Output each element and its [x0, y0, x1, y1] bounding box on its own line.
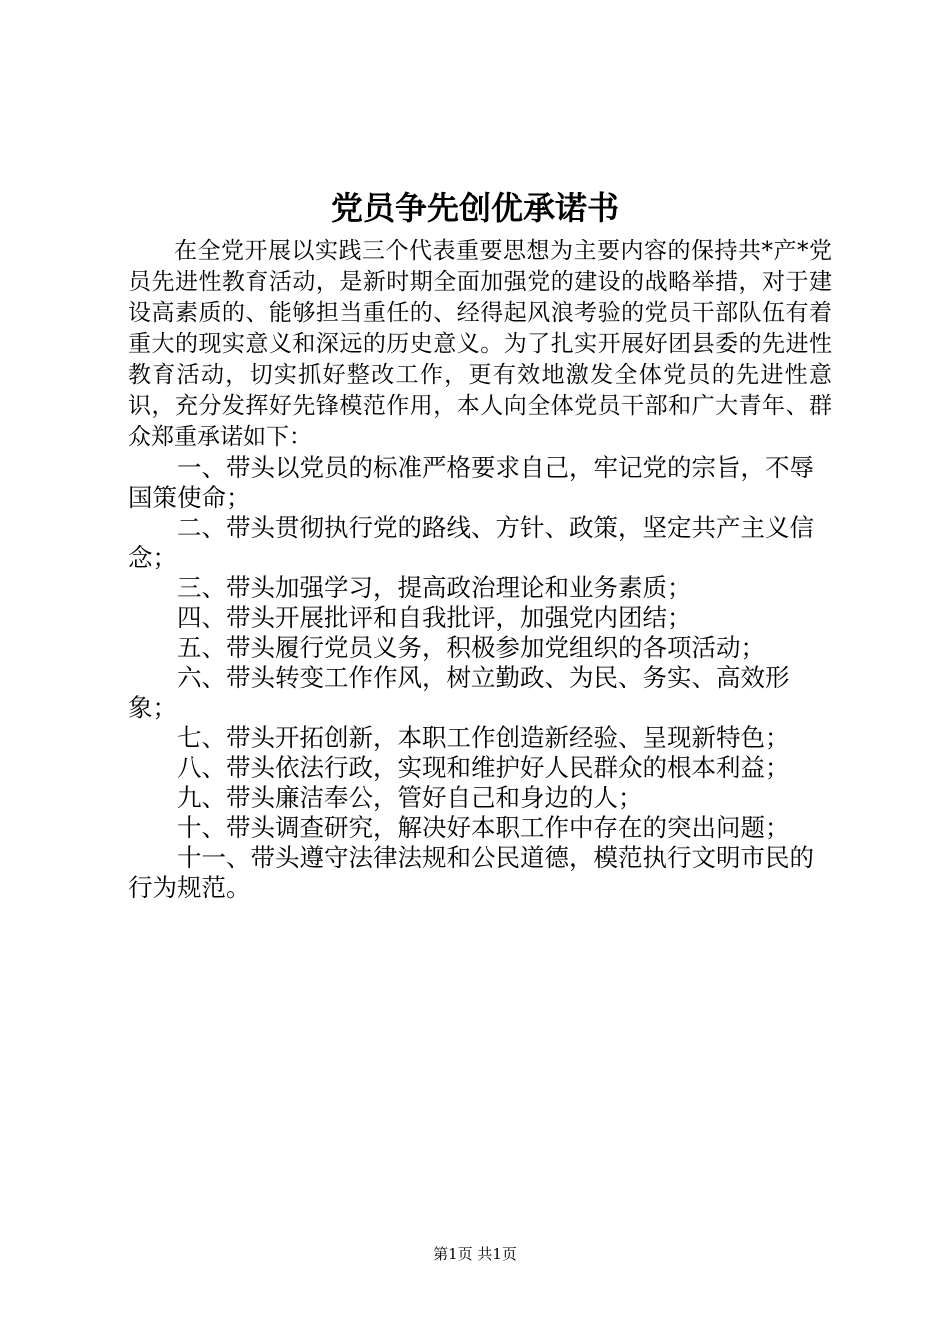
commitment-item: 九、带头廉洁奉公，管好自己和身边的人；: [177, 783, 643, 812]
commitment-item: 六、带头转变工作作风，树立勤政、为民、务实、高效形象；: [128, 663, 790, 722]
commitment-item: 五、带头履行党员义务，积极参加党组织的各项活动；: [177, 633, 765, 662]
page-footer: 第1页 共1页: [433, 1245, 517, 1263]
intro-paragraph: 在全党开展以实践三个代表重要思想为主要内容的保持共*产*党员先进性教育活动，是新时期全面加强党的建设的战略举措，对于建设高素质的、能够担当重任的、经得起风浪考验的党员干部队伍有着重大的现实意义和深远的历史意义。为了扎实开展好团县委的先进性教育活动，切实抓好整改工作，更有效地激发全体党员的先进性意识，充分发挥好先锋模范作用，本人向全体党员干部和广大青年、群众郑重承诺如下：: [128, 238, 832, 450]
commitment-item: 八、带头依法行政，实现和维护好人民群众的根本利益；: [177, 753, 790, 782]
commitment-item: 四、带头开展批评和自我批评，加强党内团结；: [177, 603, 692, 632]
commitment-item: 二、带头贯彻执行党的路线、方针、政策，坚定共产主义信念；: [128, 513, 814, 572]
commitment-list: [128, 453, 832, 903]
commitment-item: 一、带头以党员的标准严格要求自己，牢记党的宗旨，不辱国策使命；: [128, 453, 814, 512]
commitment-item: 七、带头开拓创新，本职工作创造新经验、呈现新特色；: [177, 723, 790, 752]
commitment-item: 十、带头调查研究，解决好本职工作中存在的突出问题；: [177, 813, 790, 842]
document-title: 党员争先创优承诺书: [330, 189, 619, 227]
commitment-item: 十一、带头遵守法律法规和公民道德，模范执行文明市民的行为规范。: [128, 843, 814, 902]
document-body: [128, 236, 832, 903]
commitment-item: 三、带头加强学习，提高政治理论和业务素质；: [177, 573, 692, 602]
